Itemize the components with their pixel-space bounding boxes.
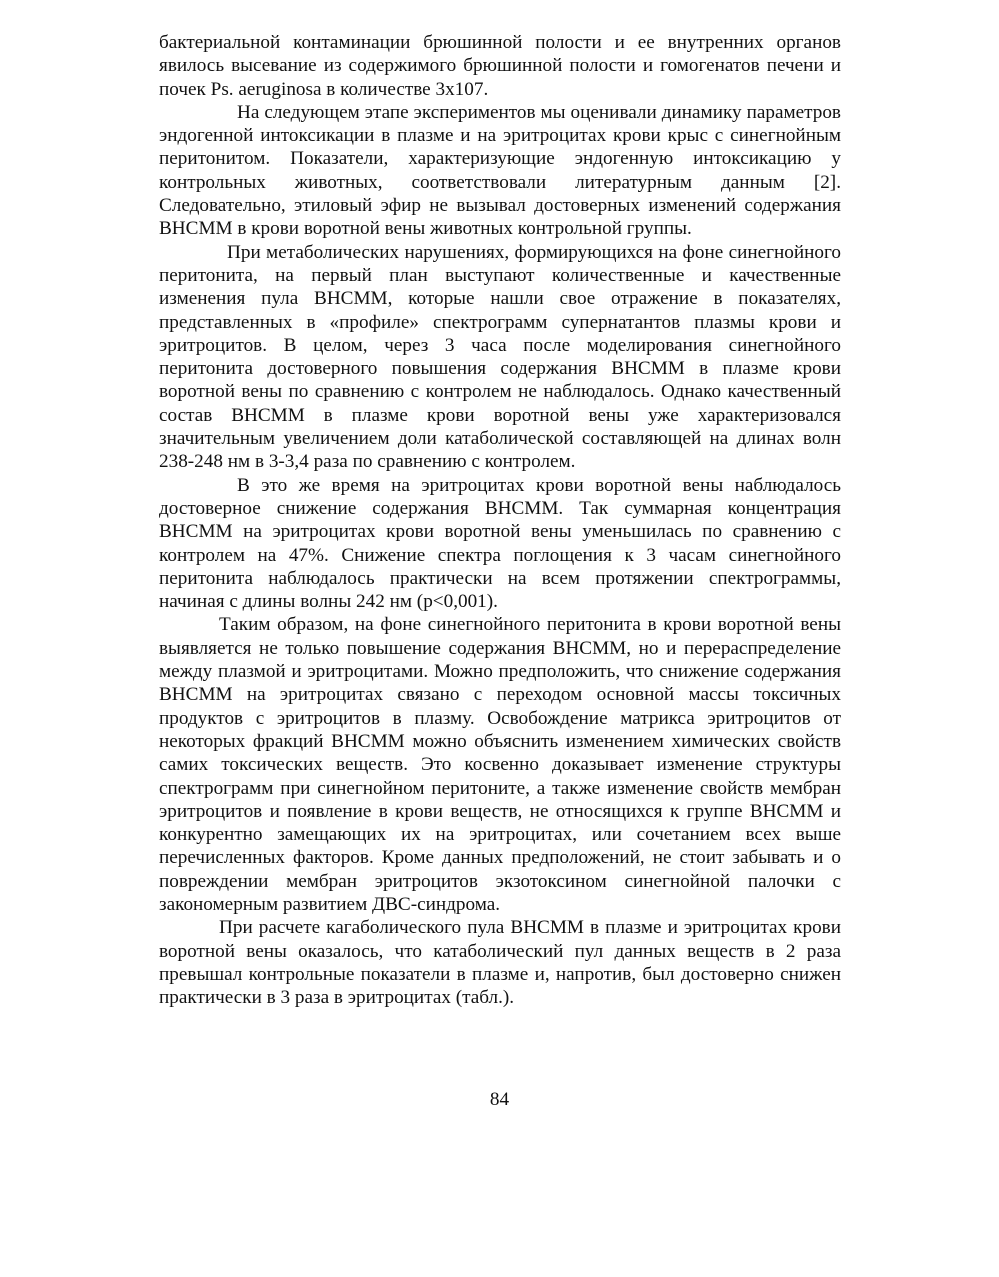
paragraph-endogenous-intoxication: На следующем этапе экспериментов мы оценивали динамику параметров эндогенной интоксикации в плазме и на эритроцитах крови крыс с синегнойным перитонитом. Показатели, характеризующие эндогенную интоксикацию у контрольных животных, соответствовали литературным данным [2]. Следовательно, этиловый эфир не вызывал достоверных изменений содержания ВНСММ в крови воротной вены животных контрольной группы. bbox=[159, 101, 841, 240]
page-number: 84 bbox=[489, 1089, 510, 1110]
paragraph-metabolic-disorders: При метаболических нарушениях, формирующихся на фоне синегнойного перитонита, на первый план выступают количественные и качественные изменения пула ВНСММ, которые нашли свое отражение в показателях, представленных в «профиле» спектрограмм супернатантов плазмы крови и эритроцитов. В целом, через 3 часа после моделирования синегнойного перитонита достоверного повышения содержания ВНСММ в плазме крови воротной вены по сравнению с контролем не наблюдалось. Однако качественный состав ВНСММ в плазме крови воротной вены уже характеризовался значительным увеличением доли катаболической составляющей на длинах волн 238-248 нм в 3-3,4 раза по сравнению с контролем. bbox=[159, 241, 841, 473]
page-body bbox=[159, 31, 841, 1009]
paragraph-continuation: бактериальной контаминации брюшинной полости и ее внутренних органов явилось высевание из содержимого брюшинной полости и гомогенатов печени и почек Ps. aeruginosa в количестве 3х107. bbox=[159, 32, 841, 100]
paragraph-erythrocytes: В это же время на эритроцитах крови воротной вены наблюдалось достоверное снижение содержания ВНСММ. Так суммарная концентрация ВНСММ на эритроцитах крови воротной вены уменьшилась по сравнению с контролем на 47%. Снижение спектра поглощения к 3 часам синегнойного перитонита наблюдалось практически на всем протяжении спектрограммы, начиная с длины волны 242 нм (р<0,001). bbox=[159, 474, 841, 613]
paragraph-conclusion: Таким образом, на фоне синегнойного перитонита в крови воротной вены выявляется не только повышение содержания ВНСММ, но и перераспределение между плазмой и эритроцитами. Можно предположить, что снижение содержания ВНСММ на эритроцитах связано с переходом основной массы токсичных продуктов с эритроцитов в плазму. Освобождение матрикса эритроцитов от некоторых фракций ВНСММ можно объяснить изменением химических свойств самих токсических веществ. Это косвенно доказывает изменение структуры спектрограмм при синегнойном перитоните, а также изменение свойств мембран эритроцитов и появление в крови веществ, не относящихся к группе ВНСММ и конкурентно замещающих их на эритроцитах, или сочетанием всех выше перечисленных факторов. Кроме данных предположений, не стоит забывать и о повреждении мембран эритроцитов экзотоксином синегнойной палочки с закономерным развитием ДВС-синдрома. bbox=[159, 614, 841, 915]
paragraph-catabolic-pool: При расчете кагаболического пула ВНСММ в плазме и эритроцитах крови воротной вены оказалось, что катаболический пул данных веществ в 2 раза превышал контрольные показатели в плазме и, напротив, был достоверно снижен практически в 3 раза в эритроцитах (табл.). bbox=[159, 917, 841, 1009]
